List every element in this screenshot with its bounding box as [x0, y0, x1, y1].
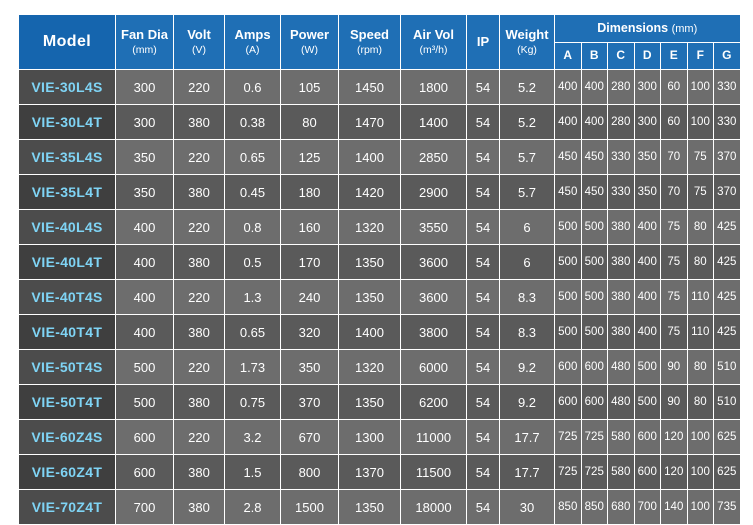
cell-power: 1500 [281, 490, 339, 525]
cell-volt: 380 [174, 385, 225, 420]
column-header-dim-c: C [608, 42, 635, 70]
cell-dim-f: 110 [687, 280, 714, 315]
cell-volt: 220 [174, 70, 225, 105]
cell-volt: 220 [174, 280, 225, 315]
cell-dim-b: 450 [581, 140, 608, 175]
cell-dim-a: 500 [555, 245, 582, 280]
cell-dim-c: 380 [608, 210, 635, 245]
column-header-speed [339, 15, 401, 70]
cell-speed: 1300 [339, 420, 401, 455]
cell-ip: 54 [467, 350, 500, 385]
cell-dim-e: 60 [661, 105, 688, 140]
column-header-fan-dia [116, 15, 174, 70]
cell-dim-g: 625 [714, 455, 741, 490]
column-header-amps-unit: (A) [245, 43, 260, 56]
cell-dim-d: 400 [634, 245, 661, 280]
cell-dim-a: 725 [555, 455, 582, 490]
cell-fan-dia: 400 [116, 210, 174, 245]
cell-speed: 1420 [339, 175, 401, 210]
cell-fan-dia: 600 [116, 455, 174, 490]
column-header-ip-label: IP [476, 33, 490, 49]
cell-dim-e: 75 [661, 245, 688, 280]
cell-model: VIE-40T4S [19, 280, 116, 315]
cell-amps: 3.2 [225, 420, 281, 455]
column-header-speed-label: Speed [349, 27, 389, 42]
cell-dim-d: 300 [634, 70, 661, 105]
cell-dim-d: 600 [634, 420, 661, 455]
cell-weight: 9.2 [500, 385, 555, 420]
cell-weight: 6 [500, 210, 555, 245]
table-row [19, 350, 741, 385]
cell-power: 125 [281, 140, 339, 175]
cell-dim-e: 120 [661, 455, 688, 490]
table-row [19, 455, 741, 490]
cell-fan-dia: 500 [116, 350, 174, 385]
cell-air-vol: 3800 [401, 315, 467, 350]
column-header-air-vol [401, 15, 467, 70]
cell-speed: 1320 [339, 350, 401, 385]
table-row [19, 175, 741, 210]
cell-weight: 9.2 [500, 350, 555, 385]
table-row [19, 70, 741, 105]
cell-dim-b: 500 [581, 210, 608, 245]
cell-model: VIE-35L4S [19, 140, 116, 175]
cell-dim-a: 400 [555, 70, 582, 105]
cell-ip: 54 [467, 490, 500, 525]
cell-weight: 5.2 [500, 105, 555, 140]
cell-model: VIE-40T4T [19, 315, 116, 350]
cell-dim-a: 850 [555, 490, 582, 525]
cell-dim-e: 90 [661, 350, 688, 385]
column-header-power-unit: (W) [301, 43, 318, 56]
column-header-model-label: Model [42, 32, 92, 50]
cell-model: VIE-40L4T [19, 245, 116, 280]
cell-dim-e: 70 [661, 175, 688, 210]
cell-dim-c: 280 [608, 70, 635, 105]
cell-ip: 54 [467, 105, 500, 140]
cell-dim-c: 480 [608, 385, 635, 420]
cell-dim-e: 60 [661, 70, 688, 105]
column-header-dimensions [555, 15, 741, 43]
cell-dim-c: 280 [608, 105, 635, 140]
column-header-power-label: Power [289, 27, 329, 42]
cell-dim-d: 700 [634, 490, 661, 525]
cell-dim-b: 725 [581, 420, 608, 455]
cell-fan-dia: 500 [116, 385, 174, 420]
cell-dim-e: 75 [661, 280, 688, 315]
cell-dim-a: 450 [555, 140, 582, 175]
cell-dim-d: 500 [634, 385, 661, 420]
table-row [19, 420, 741, 455]
column-header-dim-d: D [634, 42, 661, 70]
cell-dim-a: 500 [555, 280, 582, 315]
cell-air-vol: 2850 [401, 140, 467, 175]
cell-dim-e: 70 [661, 140, 688, 175]
table-row [19, 315, 741, 350]
table-row [19, 105, 741, 140]
cell-amps: 0.8 [225, 210, 281, 245]
cell-speed: 1400 [339, 140, 401, 175]
column-header-dim-g: G [714, 42, 741, 70]
cell-weight: 30 [500, 490, 555, 525]
column-header-volt-label: Volt [187, 27, 211, 42]
cell-model: VIE-35L4T [19, 175, 116, 210]
cell-fan-dia: 350 [116, 140, 174, 175]
column-header-dimensions-unit: (mm) [671, 22, 698, 35]
cell-dim-a: 500 [555, 210, 582, 245]
cell-dim-g: 330 [714, 105, 741, 140]
cell-dim-f: 75 [687, 175, 714, 210]
cell-ip: 54 [467, 175, 500, 210]
cell-dim-e: 75 [661, 210, 688, 245]
column-header-air-vol-label: Air Vol [413, 27, 454, 42]
cell-dim-g: 330 [714, 70, 741, 105]
cell-weight: 5.7 [500, 175, 555, 210]
cell-weight: 8.3 [500, 280, 555, 315]
cell-volt: 380 [174, 245, 225, 280]
cell-dim-e: 75 [661, 315, 688, 350]
cell-dim-b: 600 [581, 350, 608, 385]
table-body [19, 70, 741, 525]
cell-model: VIE-30L4S [19, 70, 116, 105]
cell-weight: 5.7 [500, 140, 555, 175]
cell-power: 370 [281, 385, 339, 420]
cell-power: 170 [281, 245, 339, 280]
cell-amps: 0.5 [225, 245, 281, 280]
cell-dim-d: 400 [634, 210, 661, 245]
cell-amps: 1.5 [225, 455, 281, 490]
column-header-dim-a: A [555, 42, 582, 70]
cell-amps: 0.38 [225, 105, 281, 140]
column-header-power [281, 15, 339, 70]
cell-dim-d: 600 [634, 455, 661, 490]
cell-air-vol: 11500 [401, 455, 467, 490]
cell-speed: 1400 [339, 315, 401, 350]
cell-dim-d: 300 [634, 105, 661, 140]
cell-ip: 54 [467, 420, 500, 455]
cell-power: 240 [281, 280, 339, 315]
cell-fan-dia: 700 [116, 490, 174, 525]
cell-ip: 54 [467, 455, 500, 490]
cell-dim-c: 380 [608, 315, 635, 350]
cell-air-vol: 3600 [401, 280, 467, 315]
cell-dim-g: 625 [714, 420, 741, 455]
cell-dim-d: 500 [634, 350, 661, 385]
cell-air-vol: 3600 [401, 245, 467, 280]
cell-fan-dia: 350 [116, 175, 174, 210]
cell-air-vol: 3550 [401, 210, 467, 245]
cell-model: VIE-30L4T [19, 105, 116, 140]
cell-weight: 17.7 [500, 420, 555, 455]
cell-dim-e: 140 [661, 490, 688, 525]
table-header [19, 15, 741, 70]
cell-power: 80 [281, 105, 339, 140]
cell-dim-e: 90 [661, 385, 688, 420]
cell-dim-g: 425 [714, 315, 741, 350]
cell-dim-f: 75 [687, 140, 714, 175]
table-row [19, 490, 741, 525]
cell-ip: 54 [467, 70, 500, 105]
cell-volt: 380 [174, 455, 225, 490]
cell-air-vol: 6000 [401, 350, 467, 385]
column-header-amps [225, 15, 281, 70]
cell-dim-c: 330 [608, 140, 635, 175]
cell-dim-c: 680 [608, 490, 635, 525]
cell-fan-dia: 400 [116, 315, 174, 350]
cell-speed: 1470 [339, 105, 401, 140]
cell-model: VIE-40L4S [19, 210, 116, 245]
cell-dim-b: 400 [581, 105, 608, 140]
cell-volt: 220 [174, 140, 225, 175]
cell-dim-g: 510 [714, 350, 741, 385]
cell-dim-b: 850 [581, 490, 608, 525]
cell-volt: 220 [174, 350, 225, 385]
cell-ip: 54 [467, 210, 500, 245]
column-header-dim-b: B [581, 42, 608, 70]
cell-dim-f: 100 [687, 420, 714, 455]
column-header-fan-dia-unit: (mm) [132, 43, 157, 56]
cell-volt: 380 [174, 315, 225, 350]
cell-dim-f: 100 [687, 490, 714, 525]
cell-fan-dia: 400 [116, 245, 174, 280]
table-row [19, 140, 741, 175]
cell-model: VIE-50T4T [19, 385, 116, 420]
column-header-dim-f: F [687, 42, 714, 70]
column-header-dimensions-label: Dimensions [597, 20, 669, 35]
cell-speed: 1350 [339, 280, 401, 315]
table-row [19, 385, 741, 420]
cell-fan-dia: 300 [116, 105, 174, 140]
cell-power: 320 [281, 315, 339, 350]
cell-dim-f: 100 [687, 70, 714, 105]
cell-dim-f: 80 [687, 385, 714, 420]
cell-speed: 1350 [339, 490, 401, 525]
cell-weight: 6 [500, 245, 555, 280]
cell-dim-a: 600 [555, 350, 582, 385]
cell-dim-b: 500 [581, 280, 608, 315]
cell-fan-dia: 400 [116, 280, 174, 315]
cell-dim-e: 120 [661, 420, 688, 455]
cell-power: 180 [281, 175, 339, 210]
cell-fan-dia: 300 [116, 70, 174, 105]
cell-dim-f: 100 [687, 455, 714, 490]
cell-dim-a: 500 [555, 315, 582, 350]
cell-dim-b: 400 [581, 70, 608, 105]
column-header-weight [500, 15, 555, 70]
cell-volt: 380 [174, 105, 225, 140]
cell-dim-a: 400 [555, 105, 582, 140]
cell-amps: 1.73 [225, 350, 281, 385]
cell-dim-b: 450 [581, 175, 608, 210]
cell-volt: 220 [174, 420, 225, 455]
column-header-weight-unit: (Kg) [517, 43, 537, 56]
cell-amps: 0.65 [225, 140, 281, 175]
cell-dim-g: 735 [714, 490, 741, 525]
cell-dim-c: 580 [608, 420, 635, 455]
table-row [19, 280, 741, 315]
cell-air-vol: 1800 [401, 70, 467, 105]
cell-dim-f: 100 [687, 105, 714, 140]
header-row-top [19, 15, 741, 43]
cell-model: VIE-50T4S [19, 350, 116, 385]
cell-amps: 1.3 [225, 280, 281, 315]
column-header-speed-unit: (rpm) [356, 43, 383, 56]
column-header-fan-dia-label: Fan Dia [121, 27, 168, 42]
cell-dim-d: 400 [634, 280, 661, 315]
cell-dim-d: 350 [634, 140, 661, 175]
cell-amps: 0.6 [225, 70, 281, 105]
cell-dim-g: 510 [714, 385, 741, 420]
cell-amps: 0.65 [225, 315, 281, 350]
cell-speed: 1320 [339, 210, 401, 245]
cell-dim-g: 425 [714, 210, 741, 245]
cell-volt: 220 [174, 210, 225, 245]
cell-air-vol: 2900 [401, 175, 467, 210]
cell-model: VIE-60Z4S [19, 420, 116, 455]
column-header-amps-label: Amps [234, 27, 271, 42]
cell-air-vol: 11000 [401, 420, 467, 455]
cell-dim-c: 380 [608, 245, 635, 280]
column-header-air-vol-unit: (m³/h) [419, 43, 448, 56]
cell-volt: 380 [174, 175, 225, 210]
cell-ip: 54 [467, 140, 500, 175]
table-row [19, 210, 741, 245]
table-row [19, 245, 741, 280]
cell-power: 350 [281, 350, 339, 385]
cell-air-vol: 18000 [401, 490, 467, 525]
column-header-volt [174, 15, 225, 70]
cell-dim-g: 370 [714, 140, 741, 175]
cell-amps: 2.8 [225, 490, 281, 525]
cell-fan-dia: 600 [116, 420, 174, 455]
cell-dim-a: 600 [555, 385, 582, 420]
cell-dim-c: 580 [608, 455, 635, 490]
cell-ip: 54 [467, 245, 500, 280]
cell-dim-f: 110 [687, 315, 714, 350]
cell-dim-a: 450 [555, 175, 582, 210]
cell-dim-c: 480 [608, 350, 635, 385]
cell-dim-b: 600 [581, 385, 608, 420]
cell-dim-a: 725 [555, 420, 582, 455]
column-header-model [19, 15, 116, 70]
cell-power: 800 [281, 455, 339, 490]
cell-air-vol: 6200 [401, 385, 467, 420]
cell-speed: 1350 [339, 385, 401, 420]
column-header-volt-unit: (V) [192, 43, 206, 56]
cell-dim-g: 425 [714, 245, 741, 280]
column-header-ip [467, 15, 500, 70]
cell-dim-b: 500 [581, 245, 608, 280]
cell-amps: 0.75 [225, 385, 281, 420]
cell-power: 670 [281, 420, 339, 455]
cell-amps: 0.45 [225, 175, 281, 210]
cell-weight: 5.2 [500, 70, 555, 105]
cell-dim-b: 725 [581, 455, 608, 490]
cell-dim-d: 350 [634, 175, 661, 210]
cell-ip: 54 [467, 280, 500, 315]
cell-model: VIE-70Z4T [19, 490, 116, 525]
cell-dim-g: 370 [714, 175, 741, 210]
cell-dim-b: 500 [581, 315, 608, 350]
cell-ip: 54 [467, 315, 500, 350]
cell-air-vol: 1400 [401, 105, 467, 140]
cell-speed: 1370 [339, 455, 401, 490]
cell-volt: 380 [174, 490, 225, 525]
cell-dim-g: 425 [714, 280, 741, 315]
cell-dim-f: 80 [687, 245, 714, 280]
cell-power: 160 [281, 210, 339, 245]
column-header-dim-e: E [661, 42, 688, 70]
cell-weight: 8.3 [500, 315, 555, 350]
cell-power: 105 [281, 70, 339, 105]
cell-ip: 54 [467, 385, 500, 420]
cell-dim-d: 400 [634, 315, 661, 350]
cell-dim-c: 330 [608, 175, 635, 210]
cell-speed: 1450 [339, 70, 401, 105]
cell-dim-c: 380 [608, 280, 635, 315]
cell-dim-f: 80 [687, 350, 714, 385]
cell-model: VIE-60Z4T [19, 455, 116, 490]
cell-weight: 17.7 [500, 455, 555, 490]
specification-table [18, 14, 741, 525]
cell-dim-f: 80 [687, 210, 714, 245]
column-header-weight-label: Weight [505, 27, 549, 42]
cell-speed: 1350 [339, 245, 401, 280]
